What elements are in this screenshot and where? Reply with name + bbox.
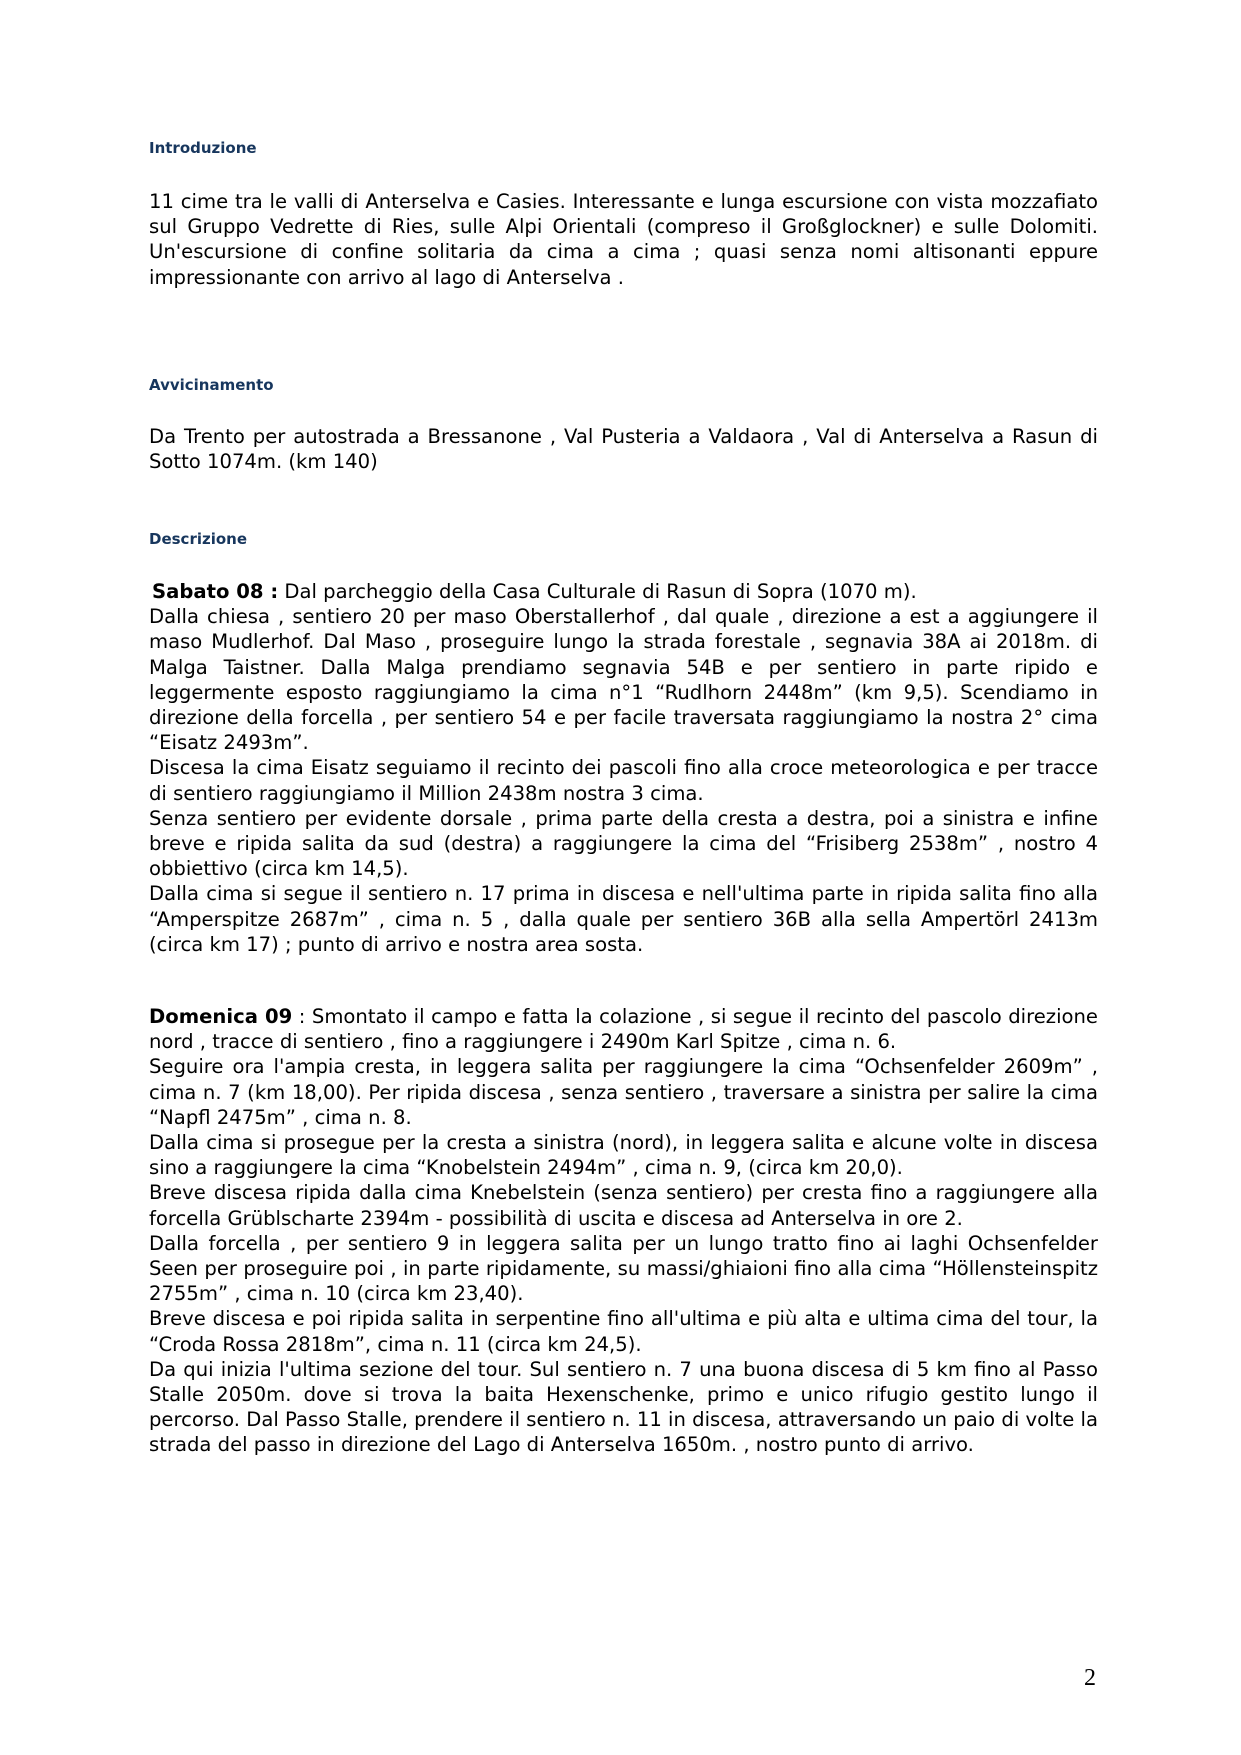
sunday-paragraph: Breve discesa e poi ripida salita in serpentine fino all'ultima e più alta e ultima cima del tour, la “Croda Rossa 2818m”, cima n. 11 (circa km 24,5). <box>149 1307 1098 1356</box>
sunday-lead-line <box>149 1004 1098 1054</box>
saturday-paragraph: Dalla chiesa , sentiero 20 per maso Oberstallerhof , dal quale , direzione a est a aggiungere il maso Mudlerhof. Dal Maso , proseguire lungo la strada forestale , segnavia 38A ai 2018m. di Malga Taistner. Dalla Malga prendiamo segnavia 54B e per sentiero in parte ripido e leggermente esposto raggiungiamo la cima n°1 “Rudlhorn 2448m” (km 9,5). Scendiamo in direzione della forcella , per sentiero 54 e per facile traversata raggiungiamo la nostra 2° cima “Eisatz 2493m”. <box>149 605 1098 755</box>
saturday-paragraph: Senza sentiero per evidente dorsale , prima parte della cresta a destra, poi a sinistra e infine breve e ripida salita da sud (destra) a raggiungere la cima del “Frisiberg 2538m” , nostro 4 obbiettivo (circa km 14,5). <box>149 806 1098 881</box>
sunday-lead-text: : Smontato il campo e fatta la colazione , si segue il recinto del pascolo direzione nord , tracce di sentiero , fino a raggiungere i 2490m Karl Spitze , cima n. 6. <box>149 1005 1098 1054</box>
sunday-section <box>149 1004 1098 1458</box>
sunday-paragraph: Dalla cima si prosegue per la cresta a sinistra (nord), in leggera salita e alcune volte in discesa sino a raggiungere la cima “Knobelstein 2494m” , cima n. 9, (circa km 20,0). <box>149 1131 1098 1180</box>
intro-heading: Introduzione <box>149 139 257 157</box>
saturday-lead-line <box>149 579 1098 604</box>
sunday-paragraph: Seguire ora l'ampia cresta, in leggera salita per raggiungere la cima “Ochsenfelder 2609m” , cima n. 7 (km 18,00). Per ripida discesa , senza sentiero , traversare a sinistra per salire la cima “Napfl 2475m” , cima n. 8. <box>149 1055 1098 1129</box>
saturday-paragraph: Discesa la cima Eisatz seguiamo il recinto dei pascoli fino alla croce meteorologica e per tracce di sentiero raggiungiamo il Million 2438m nostra 3 cima. <box>149 756 1098 805</box>
saturday-paragraph: Dalla cima si segue il sentiero n. 17 prima in discesa e nell'ultima parte in ripida salita fino alla “Amperspitze 2687m” , cima n. 5 , dalla quale per sentiero 36B alla sella Ampertörl 2413m (circa km 17) ; punto di arrivo e nostra area sosta. <box>149 882 1098 956</box>
sunday-paragraph: Dalla forcella , per sentiero 9 in leggera salita per un lungo tratto fino ai laghi Ochsenfelder Seen per proseguire poi , in parte ripidamente, su massi/ghiaioni fino alla cima “Höllensteinspitz 2755m” , cima n. 10 (circa km 23,40). <box>149 1231 1098 1306</box>
description-heading: Descrizione <box>149 530 248 548</box>
intro-text <box>149 189 1098 290</box>
sunday-day-label: Domenica 09 <box>149 1005 293 1028</box>
page-number: 2 <box>1084 1665 1096 1691</box>
saturday-section <box>149 579 1098 957</box>
approach-text <box>149 424 1098 474</box>
sunday-paragraph: Breve discesa ripida dalla cima Knebelstein (senza sentiero) per cresta fino a raggiungere alla forcella Grüblscharte 2394m - possibilità di uscita e discesa ad Anterselva in ore 2. <box>149 1181 1098 1230</box>
intro-paragraph: 11 cime tra le valli di Anterselva e Casies. Interessante e lunga escursione con vista mozzafiato sul Gruppo Vedrette di Ries, sulle Alpi Orientali (compreso il Großglockner) e sulle Dolomiti. Un'escursione di confine solitaria da cima a cima ; quasi senza nomi altisonanti eppure impressionante con arrivo al lago di Anterselva . <box>149 190 1098 289</box>
approach-paragraph: Da Trento per autostrada a Bressanone , Val Pusteria a Valdaora , Val di Anterselva a Rasun di Sotto 1074m. (km 140) <box>149 425 1098 474</box>
saturday-day-label: Sabato 08 : <box>152 580 279 603</box>
sunday-paragraph: Da qui inizia l'ultima sezione del tour. Sul sentiero n. 7 una buona discesa di 5 km fino al Passo Stalle 2050m. dove si trova la baita Hexenschenke, primo e unico rifugio gestito lungo il percorso. Dal Passo Stalle, prendere il sentiero n. 11 in discesa, attraversando un paio di volte la strada del passo in direzione del Lago di Anterselva 1650m. , nostro punto di arrivo. <box>149 1357 1098 1457</box>
saturday-lead-text: Dal parcheggio della Casa Culturale di Rasun di Sopra (1070 m). <box>278 580 917 603</box>
approach-heading: Avvicinamento <box>149 376 274 394</box>
